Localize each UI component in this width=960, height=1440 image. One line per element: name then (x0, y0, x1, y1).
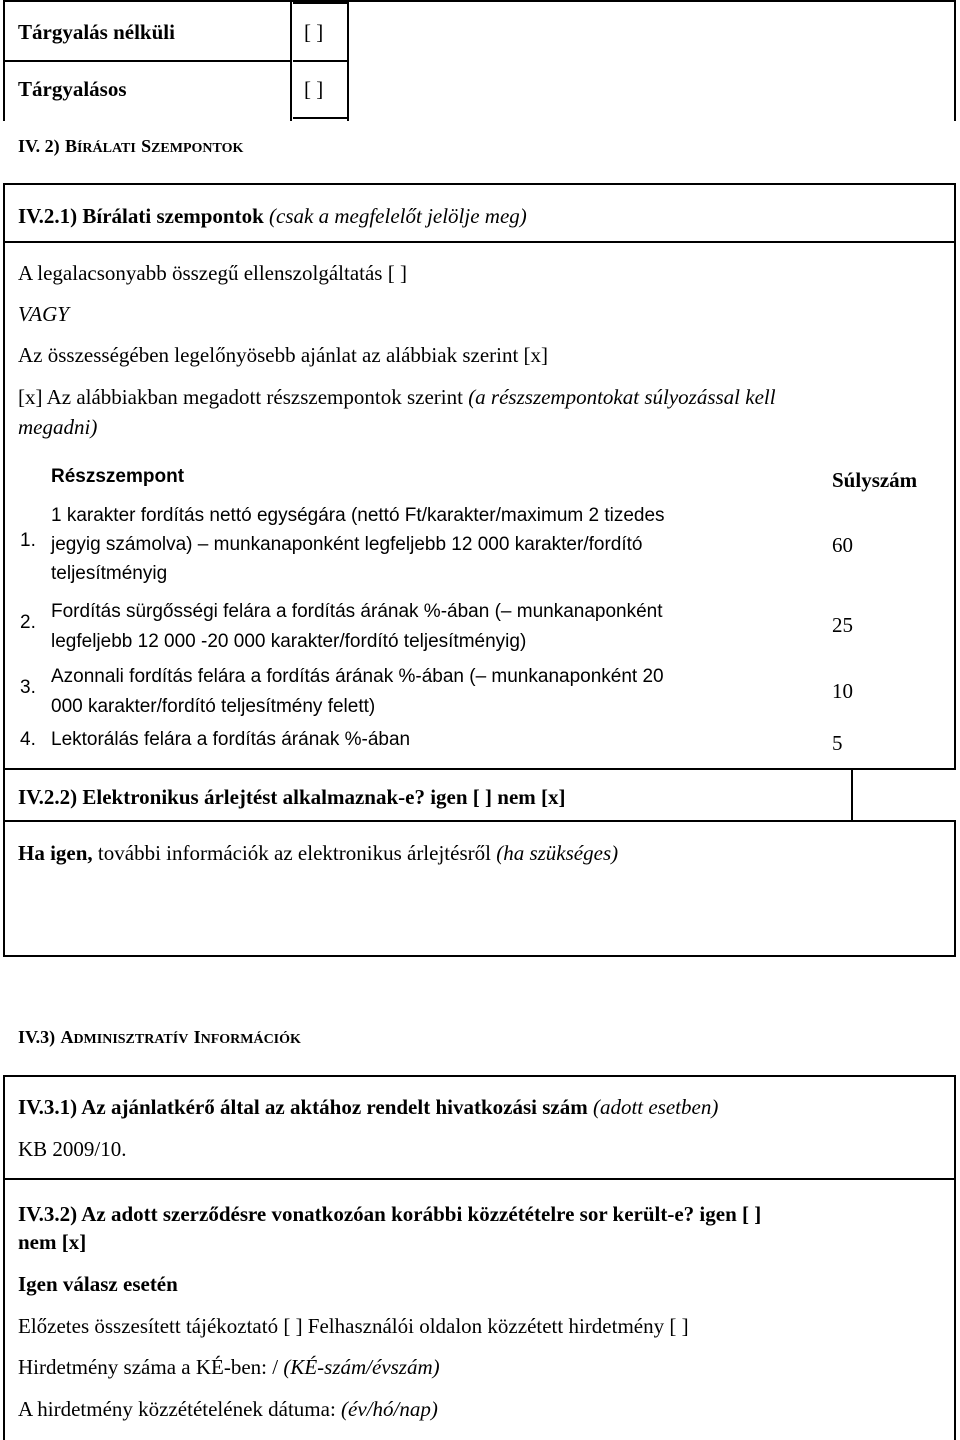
weight-header: Súlyszám (832, 468, 918, 492)
section-iv2-heading: IV. 2) BÍRÁLATI SZEMPONTOK (18, 136, 244, 156)
iv31-heading: IV.3.1) Az ajánlatkérő által az aktához rendelt hivatkozási szám (adott esetben) (18, 1095, 719, 1119)
section-iv3-heading: IV.3) ADMINISZTRATÍV INFORMÁCIÓK (18, 1027, 301, 1047)
iv21-left-border (3, 183, 5, 768)
criteria-row-3-weight: 10 (832, 679, 853, 703)
criteria-row-2-number: 2. (20, 612, 36, 633)
row-divider (3, 60, 292, 62)
criteria-row-4-number: 4. (20, 729, 36, 750)
right-border (954, 0, 956, 121)
iv31-top-border (3, 1075, 956, 1077)
criteria-row-2-text: Fordítás sürgősségi felára a fordítás árának %-ában (– munkanaponként legfeljebb 12 000 -20 000 karakter/fordító teljesítményig) (51, 601, 663, 652)
column-divider (290, 0, 292, 121)
iv22-heading: IV.2.2) Elektronikus árlejtést alkalmaznak-e? igen [ ] nem [x] (18, 785, 566, 809)
iv22-box-left (3, 820, 5, 957)
without-negotiation-label: Tárgyalás nélküli (18, 20, 175, 44)
iv21-right-border (954, 183, 956, 768)
iv22-info-area[interactable] (18, 880, 938, 944)
with-negotiation-checkbox[interactable]: [ ] (304, 77, 324, 101)
lowest-price-option[interactable]: A legalacsonyabb összegű ellenszolgáltatás [ ] (18, 261, 407, 285)
reference-number[interactable]: KB 2009/10. (18, 1137, 127, 1161)
iv22-inner-border (851, 768, 853, 820)
iv21-top-border (3, 183, 956, 185)
iv31-right-border (954, 1075, 956, 1180)
criteria-row-1-text: 1 karakter fordítás nettó egységára (nettó Ft/karakter/maximum 2 tizedes jegyig számolva) – munkanaponként legfeljebb 12 000 karakter/fordító teljesítményig (51, 505, 665, 584)
top-border (3, 0, 956, 2)
criteria-row-4-weight: 5 (832, 731, 843, 755)
checkbox-top-line (293, 2, 347, 4)
iv31-left-border (3, 1075, 5, 1180)
subcriteria-line: [x] Az alábbiakban megadott részszempontok szerint (a részszempontokat súlyozással kell (18, 385, 776, 409)
iv32-heading: IV.3.2) Az adott szerződésre vonatkozóan korábbi közzétételre sor került-e? igen [ ] (18, 1202, 762, 1226)
criteria-header: Részszempont (51, 466, 185, 487)
notice-number-line: Hirdetmény száma a KÉ-ben: / (KÉ-szám/évszám) (18, 1355, 440, 1379)
iv22-box-bottom (3, 955, 956, 957)
iv22-left-border (3, 768, 5, 820)
criteria-row-1-number: 1. (20, 530, 36, 551)
iv32-left-border (3, 1178, 5, 1440)
iv21-divider (3, 241, 956, 243)
iv32-heading-cont: nem [x] (18, 1230, 87, 1254)
iv31-bottom-border (3, 1178, 956, 1180)
iv22-box-top (3, 820, 956, 822)
prior-notice-options[interactable]: Előzetes összesített tájékoztató [ ] Felhasználói oldalon közzétett hirdetmény [ ] (18, 1314, 689, 1338)
criteria-row-1-weight: 60 (832, 533, 853, 557)
iv22-box-right (954, 820, 956, 957)
or-label: VAGY (18, 302, 69, 326)
criteria-row-3-number: 3. (20, 677, 36, 698)
criteria-row-2-weight: 25 (832, 613, 853, 637)
checkbox-divider (293, 60, 347, 62)
iv21-heading: IV.2.1) Bírálati szempontok (csak a megfelelőt jelölje meg) (18, 204, 527, 228)
publication-date-line: A hirdetmény közzétételének dátuma: (év/hó/nap) (18, 1397, 438, 1421)
if-yes-label: Igen válasz esetén (18, 1272, 178, 1296)
iv22-if-yes-line: Ha igen, további információk az elektronikus árlejtésről (ha szükséges) (18, 841, 619, 865)
best-value-option[interactable]: Az összességében legelőnyösebb ajánlat az alábbiak szerint [x] (18, 343, 549, 367)
iv32-right-border (954, 1178, 956, 1440)
column-divider-2 (347, 0, 349, 121)
checkbox-bottom-line (293, 117, 347, 119)
subcriteria-note-cont: megadni) (18, 415, 98, 439)
iv22-top-border (3, 768, 956, 770)
without-negotiation-checkbox[interactable]: [ ] (304, 20, 324, 44)
criteria-row-4-text: Lektorálás felára a fordítás árának %-ában (51, 729, 411, 750)
criteria-row-3-text: Azonnali fordítás felára a fordítás árának %-ában (– munkanaponként 20 000 karakter/fordító teljesítmény felett) (51, 666, 664, 717)
with-negotiation-label: Tárgyalásos (18, 77, 127, 101)
